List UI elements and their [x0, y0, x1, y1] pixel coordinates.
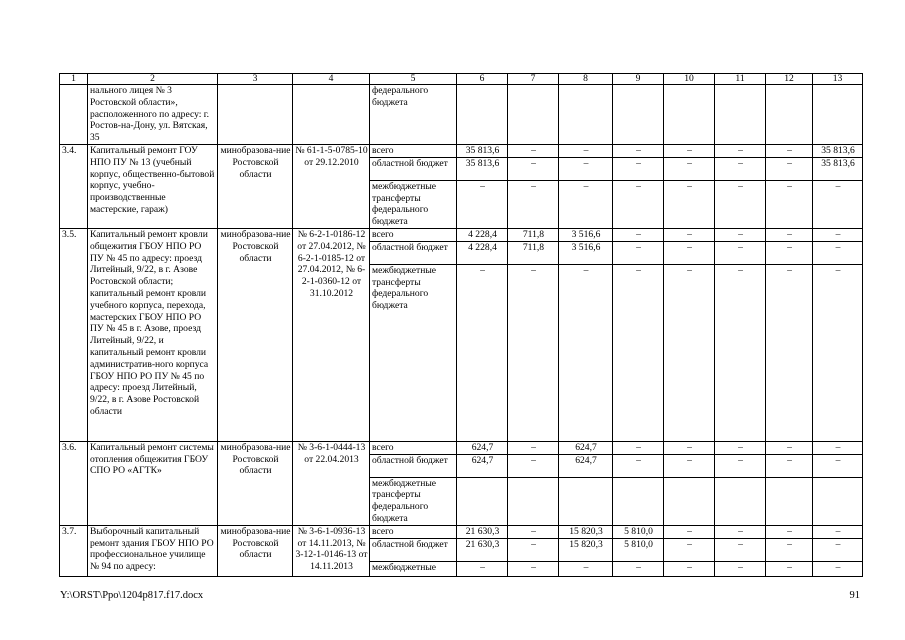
funding-source-cell: всего	[370, 144, 457, 157]
object-name-cell: Капитальный ремонт ГОУ НПО ПУ № 13 (учебный корпус, общественно-бытовой корпус, учебно-производственные мастерские, гараж)	[88, 144, 218, 228]
funding-source-cell: межбюджетные трансферты федерального бюджета	[370, 264, 457, 441]
customer-cell: минобразова-ние Ростовской области	[218, 144, 293, 228]
file-path: Y:\ORST\Ppo\1204p817.f17.docx	[60, 590, 204, 601]
funding-source-cell: межбюджетные трансферты федерального бюджета	[370, 180, 457, 228]
amount-cell: –	[766, 525, 813, 538]
amount-cell: –	[613, 228, 664, 241]
amount-cell: –	[559, 561, 613, 576]
amount-cell: 15 820,3	[559, 538, 613, 561]
document-cell: № 61-1-5-0785-10 от 29.12.2010	[293, 144, 370, 228]
object-name-cell: Капитальный ремонт системы отопления общежития ГБОУ СПО РО «АГТК»	[88, 441, 218, 525]
column-number-header: 9	[613, 74, 664, 85]
amount-cell: 4 228,4	[457, 241, 508, 264]
customer-cell	[218, 85, 293, 145]
column-number-header: 4	[293, 74, 370, 85]
column-number-header: 2	[88, 74, 218, 85]
amount-cell: –	[664, 180, 715, 228]
amount-cell: –	[508, 538, 559, 561]
amount-cell: 35 813,6	[457, 144, 508, 157]
funding-source-cell: межбюджетные трансферты федерального бюджета	[370, 477, 457, 525]
amount-cell: –	[813, 561, 863, 576]
amount-cell: –	[813, 525, 863, 538]
amount-cell: –	[508, 454, 559, 477]
amount-cell: –	[613, 144, 664, 157]
amount-cell: –	[715, 180, 766, 228]
amount-cell: 3 516,6	[559, 241, 613, 264]
amount-cell: –	[613, 180, 664, 228]
amount-cell: –	[457, 264, 508, 441]
amount-cell: –	[766, 228, 813, 241]
amount-cell: –	[715, 144, 766, 157]
object-name-cell: Капитальный ремонт кровли общежития ГБОУ НПО РО ПУ № 45 по адресу: проезд Литейный, 9/22, в г. Азове Ростовской области; капитальный ремонт кровли учебного корпуса, перехода, мастерских ГБОУ НПО РО ПУ № 45 в г. Азове, проезд Литейный, 9/22, и капитальный ремонт кровли административ-ного корпуса ГБОУ НПО РО ПУ № 45 по адресу: проезд Литейный, 9/22, в г. Азове Ростовской области	[88, 228, 218, 441]
amount-cell: –	[613, 157, 664, 180]
row-number-cell: 3.5.	[60, 228, 88, 441]
document-table-container	[59, 73, 863, 577]
column-number-header: 11	[715, 74, 766, 85]
row-number-cell: 3.6.	[60, 441, 88, 525]
row-number-cell	[60, 85, 88, 145]
amount-cell: 35 813,6	[813, 144, 863, 157]
amount-cell: –	[766, 180, 813, 228]
amount-cell: –	[457, 561, 508, 576]
amount-cell	[559, 477, 613, 525]
amount-cell: –	[508, 561, 559, 576]
amount-cell: –	[664, 228, 715, 241]
column-number-header: 10	[664, 74, 715, 85]
funding-source-cell: областной бюджет	[370, 538, 457, 561]
amount-cell: –	[813, 538, 863, 561]
amount-cell: –	[715, 241, 766, 264]
amount-cell	[664, 477, 715, 525]
column-number-header: 5	[370, 74, 457, 85]
document-cell: № 3-6-1-0936-13 от 14.11.2013, № 3-12-1-0146-13 от 14.11.2013	[293, 525, 370, 576]
amount-cell: –	[613, 264, 664, 441]
object-name-cell: Выборочный капитальный ремонт здания ГБОУ НПО РО профессиональное училище № 94 по адресу:	[88, 525, 218, 576]
column-number-header: 3	[218, 74, 293, 85]
amount-cell: –	[715, 561, 766, 576]
amount-cell	[508, 85, 559, 145]
amount-cell: –	[559, 180, 613, 228]
amount-cell: 5 810,0	[613, 538, 664, 561]
amount-cell: –	[457, 180, 508, 228]
amount-cell: –	[766, 441, 813, 454]
amount-cell: 624,7	[559, 441, 613, 454]
row-number-cell: 3.7.	[60, 525, 88, 576]
amount-cell: –	[613, 561, 664, 576]
table-row	[60, 228, 863, 241]
amount-cell: –	[813, 454, 863, 477]
amount-cell	[508, 477, 559, 525]
amount-cell: –	[508, 180, 559, 228]
amount-cell: –	[766, 157, 813, 180]
amount-cell: –	[613, 454, 664, 477]
amount-cell: –	[664, 525, 715, 538]
budget-table	[59, 73, 863, 577]
document-cell	[293, 85, 370, 145]
amount-cell	[766, 477, 813, 525]
customer-cell: минобразова-ние Ростовской области	[218, 441, 293, 525]
column-number-header: 1	[60, 74, 88, 85]
amount-cell: –	[664, 241, 715, 264]
amount-cell: –	[508, 441, 559, 454]
object-name-cell: нального лицея № 3 Ростовской области», расположенного по адресу: г. Ростов-на-Дону, ул. Вятская, 35	[88, 85, 218, 145]
amount-cell: –	[766, 538, 813, 561]
document-cell: № 6-2-1-0186-12 от 27.04.2012, № 6-2-1-0185-12 от 27.04.2012, № 6-2-1-0360-12 от 31.10.2012	[293, 228, 370, 441]
column-number-header: 12	[766, 74, 813, 85]
column-number-header: 8	[559, 74, 613, 85]
amount-cell: –	[715, 264, 766, 441]
amount-cell: –	[715, 538, 766, 561]
table-row	[60, 144, 863, 157]
amount-cell: –	[613, 441, 664, 454]
amount-cell: –	[508, 144, 559, 157]
amount-cell: 5 810,0	[613, 525, 664, 538]
amount-cell: –	[766, 241, 813, 264]
amount-cell: –	[664, 157, 715, 180]
amount-cell: –	[813, 180, 863, 228]
header-row	[60, 74, 863, 85]
document-cell: № 3-6-1-0444-13 от 22.04.2013	[293, 441, 370, 525]
amount-cell: –	[766, 264, 813, 441]
amount-cell: –	[664, 454, 715, 477]
amount-cell	[813, 85, 863, 145]
funding-source-cell: федерального бюджета	[370, 85, 457, 145]
customer-cell: минобразова-ние Ростовской области	[218, 525, 293, 576]
continuation-row	[60, 85, 863, 145]
funding-source-cell: всего	[370, 525, 457, 538]
column-number-header: 6	[457, 74, 508, 85]
amount-cell: –	[508, 157, 559, 180]
amount-cell	[715, 85, 766, 145]
amount-cell: 711,8	[508, 241, 559, 264]
amount-cell: 3 516,6	[559, 228, 613, 241]
table-row	[60, 441, 863, 454]
amount-cell: –	[766, 454, 813, 477]
funding-source-cell: всего	[370, 228, 457, 241]
funding-source-cell: областной бюджет	[370, 454, 457, 477]
amount-cell: –	[508, 525, 559, 538]
page-number: 91	[849, 590, 860, 601]
amount-cell	[664, 85, 715, 145]
amount-cell	[715, 477, 766, 525]
amount-cell: –	[664, 264, 715, 441]
column-number-header: 13	[813, 74, 863, 85]
amount-cell: –	[715, 228, 766, 241]
funding-source-cell: областной бюджет	[370, 157, 457, 180]
table-row	[60, 525, 863, 538]
funding-source-cell: всего	[370, 441, 457, 454]
amount-cell: 15 820,3	[559, 525, 613, 538]
amount-cell	[766, 85, 813, 145]
amount-cell: –	[813, 264, 863, 441]
amount-cell: 4 228,4	[457, 228, 508, 241]
amount-cell: 711,8	[508, 228, 559, 241]
amount-cell	[457, 477, 508, 525]
amount-cell: –	[664, 144, 715, 157]
amount-cell	[457, 85, 508, 145]
customer-cell: минобразова-ние Ростовской области	[218, 228, 293, 441]
amount-cell: 35 813,6	[813, 157, 863, 180]
amount-cell: –	[813, 441, 863, 454]
amount-cell	[613, 85, 664, 145]
amount-cell: 21 630,3	[457, 525, 508, 538]
amount-cell	[813, 477, 863, 525]
amount-cell: –	[559, 144, 613, 157]
amount-cell	[559, 85, 613, 145]
amount-cell: –	[664, 441, 715, 454]
amount-cell: –	[715, 441, 766, 454]
amount-cell: –	[715, 525, 766, 538]
amount-cell: 35 813,6	[457, 157, 508, 180]
amount-cell: –	[766, 144, 813, 157]
column-number-header: 7	[508, 74, 559, 85]
amount-cell: –	[559, 157, 613, 180]
amount-cell: 624,7	[457, 441, 508, 454]
funding-source-cell: областной бюджет	[370, 241, 457, 264]
amount-cell: –	[813, 228, 863, 241]
amount-cell: –	[613, 241, 664, 264]
amount-cell: –	[715, 157, 766, 180]
row-number-cell: 3.4.	[60, 144, 88, 228]
amount-cell: 21 630,3	[457, 538, 508, 561]
amount-cell: –	[766, 561, 813, 576]
amount-cell: –	[559, 264, 613, 441]
amount-cell: –	[508, 264, 559, 441]
funding-source-cell: межбюджетные	[370, 561, 457, 576]
amount-cell: –	[813, 241, 863, 264]
amount-cell: 624,7	[457, 454, 508, 477]
amount-cell: –	[664, 561, 715, 576]
amount-cell	[613, 477, 664, 525]
amount-cell: –	[715, 454, 766, 477]
amount-cell: –	[664, 538, 715, 561]
amount-cell: 624,7	[559, 454, 613, 477]
